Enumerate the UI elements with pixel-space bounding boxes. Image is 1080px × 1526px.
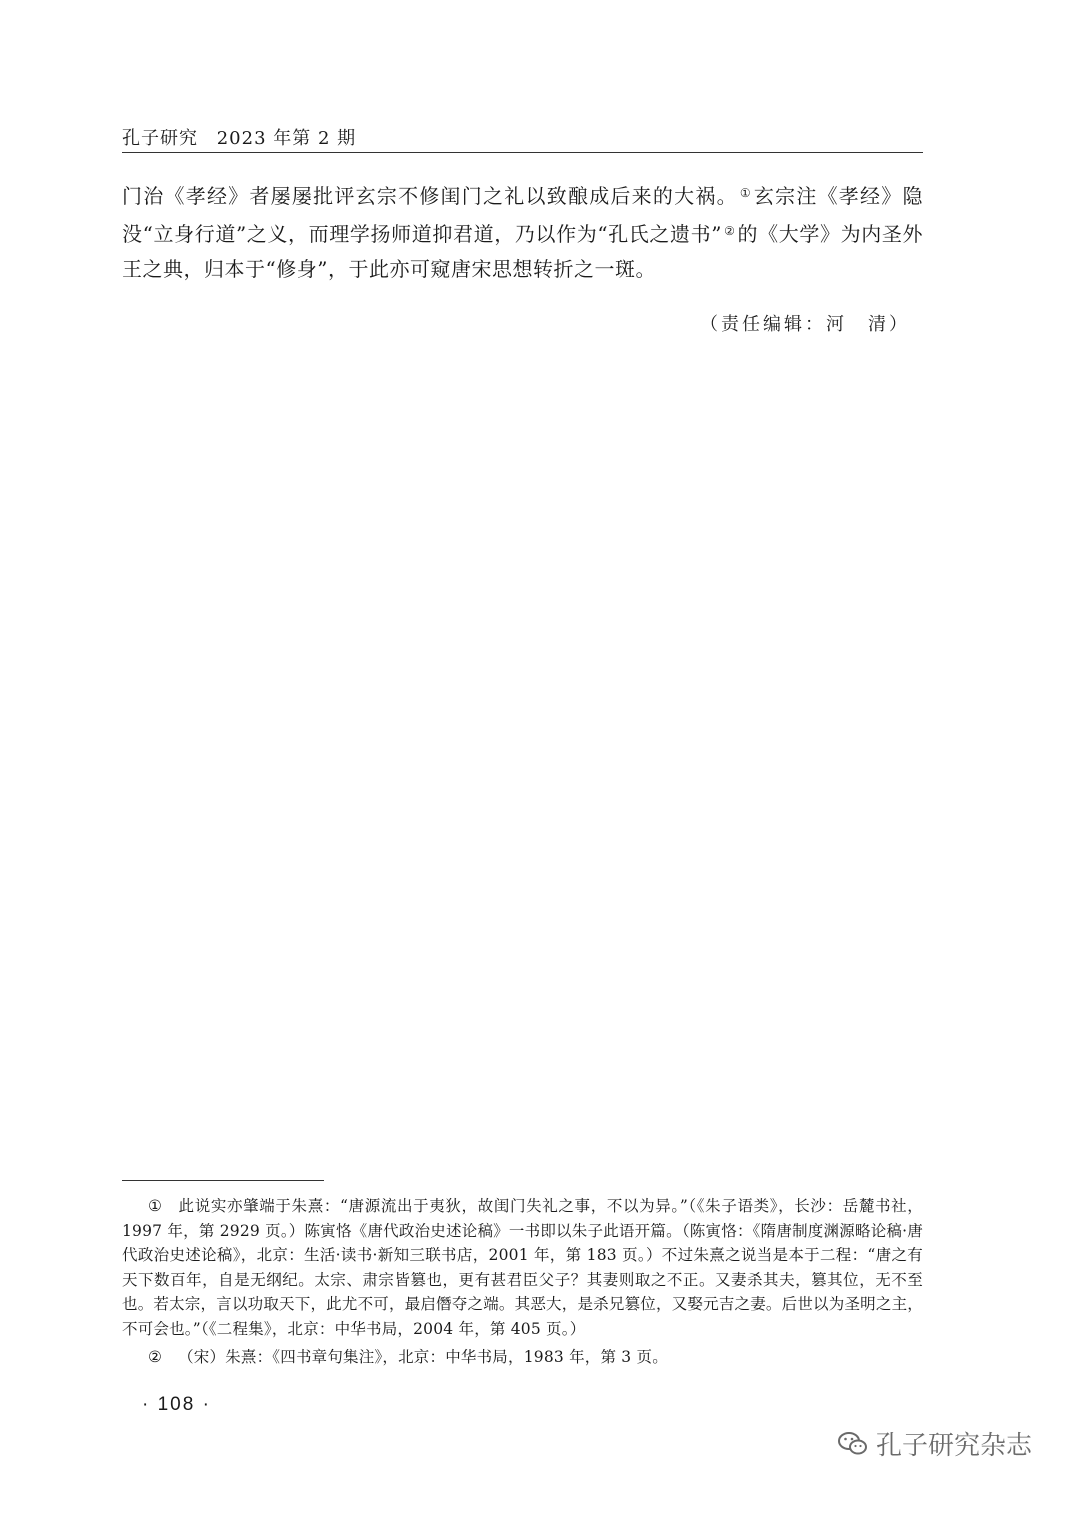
journal-title: 孔子研究 xyxy=(122,128,198,149)
footnote-divider xyxy=(122,1180,324,1181)
footnote-item xyxy=(122,1345,923,1370)
body-paragraph xyxy=(122,176,923,287)
running-header xyxy=(122,124,922,150)
body-text-segment: 的《大学》为内圣外王之典，归本于“修身”，于此亦可窥唐宋思想转折之一斑。 xyxy=(122,222,923,281)
footnote-text: 此说实亦肇端于朱熹：“唐源流出于夷狄，故闺门失礼之事，不以为异。”（《朱子语类》，长沙：岳麓书社，1997 年，第 2929 页。）陈寅恪《唐代政治史述论稿》一书即以朱子此语开篇。（陈寅恪：《隋唐制度渊源略论稿·唐代政治史述论稿》，北京：生活·读书·新知三联书店，2001 年，第 183 页。）不过朱熹之说当是本于二程：“唐之有天下数百年，自是无纲纪。太宗、肃宗皆篡也，更有甚君臣父子？其妻则取之不正。又妻杀其夫，篡其位，无不至也。若太宗，言以功取天下，此尤不可，最启僭夺之端。其恶大，是杀兄篡位，又娶元吉之妻。后世以为圣明之主，不可会也。”（《二程集》，北京：中华书局，2004 年，第 405 页。） xyxy=(122,1197,923,1338)
footnotes xyxy=(122,1194,923,1374)
footnote-mark: ② xyxy=(148,1348,163,1366)
wechat-icon xyxy=(838,1431,868,1457)
footnote-mark: ① xyxy=(148,1197,163,1215)
body-text-segment: 门治《孝经》者屡屡批评玄宗不修闺门之礼以致酿成后来的大祸。 xyxy=(122,184,738,208)
footnote-text: （宋）朱熹：《四书章句集注》，北京：中华书局，1983 年，第 3 页。 xyxy=(178,1348,668,1366)
page-number: · 108 · xyxy=(142,1394,211,1415)
responsible-editor: （责任编辑：河 清） xyxy=(700,314,910,335)
footnote-item xyxy=(122,1194,923,1341)
footnote-ref-1[interactable]: ① xyxy=(739,186,752,200)
header-divider xyxy=(122,152,923,153)
issue-label: 2023 年第 2 期 xyxy=(216,128,357,149)
watermark-text: 孔子研究杂志 xyxy=(876,1431,1033,1461)
body-text-segment: 玄宗注《孝经》隐没“立身行道”之义，而理学扬师道抑君道，乃以作为“孔氏之遗书” xyxy=(122,184,924,246)
footnote-ref-2[interactable]: ② xyxy=(724,224,736,238)
watermark xyxy=(838,1425,1032,1462)
